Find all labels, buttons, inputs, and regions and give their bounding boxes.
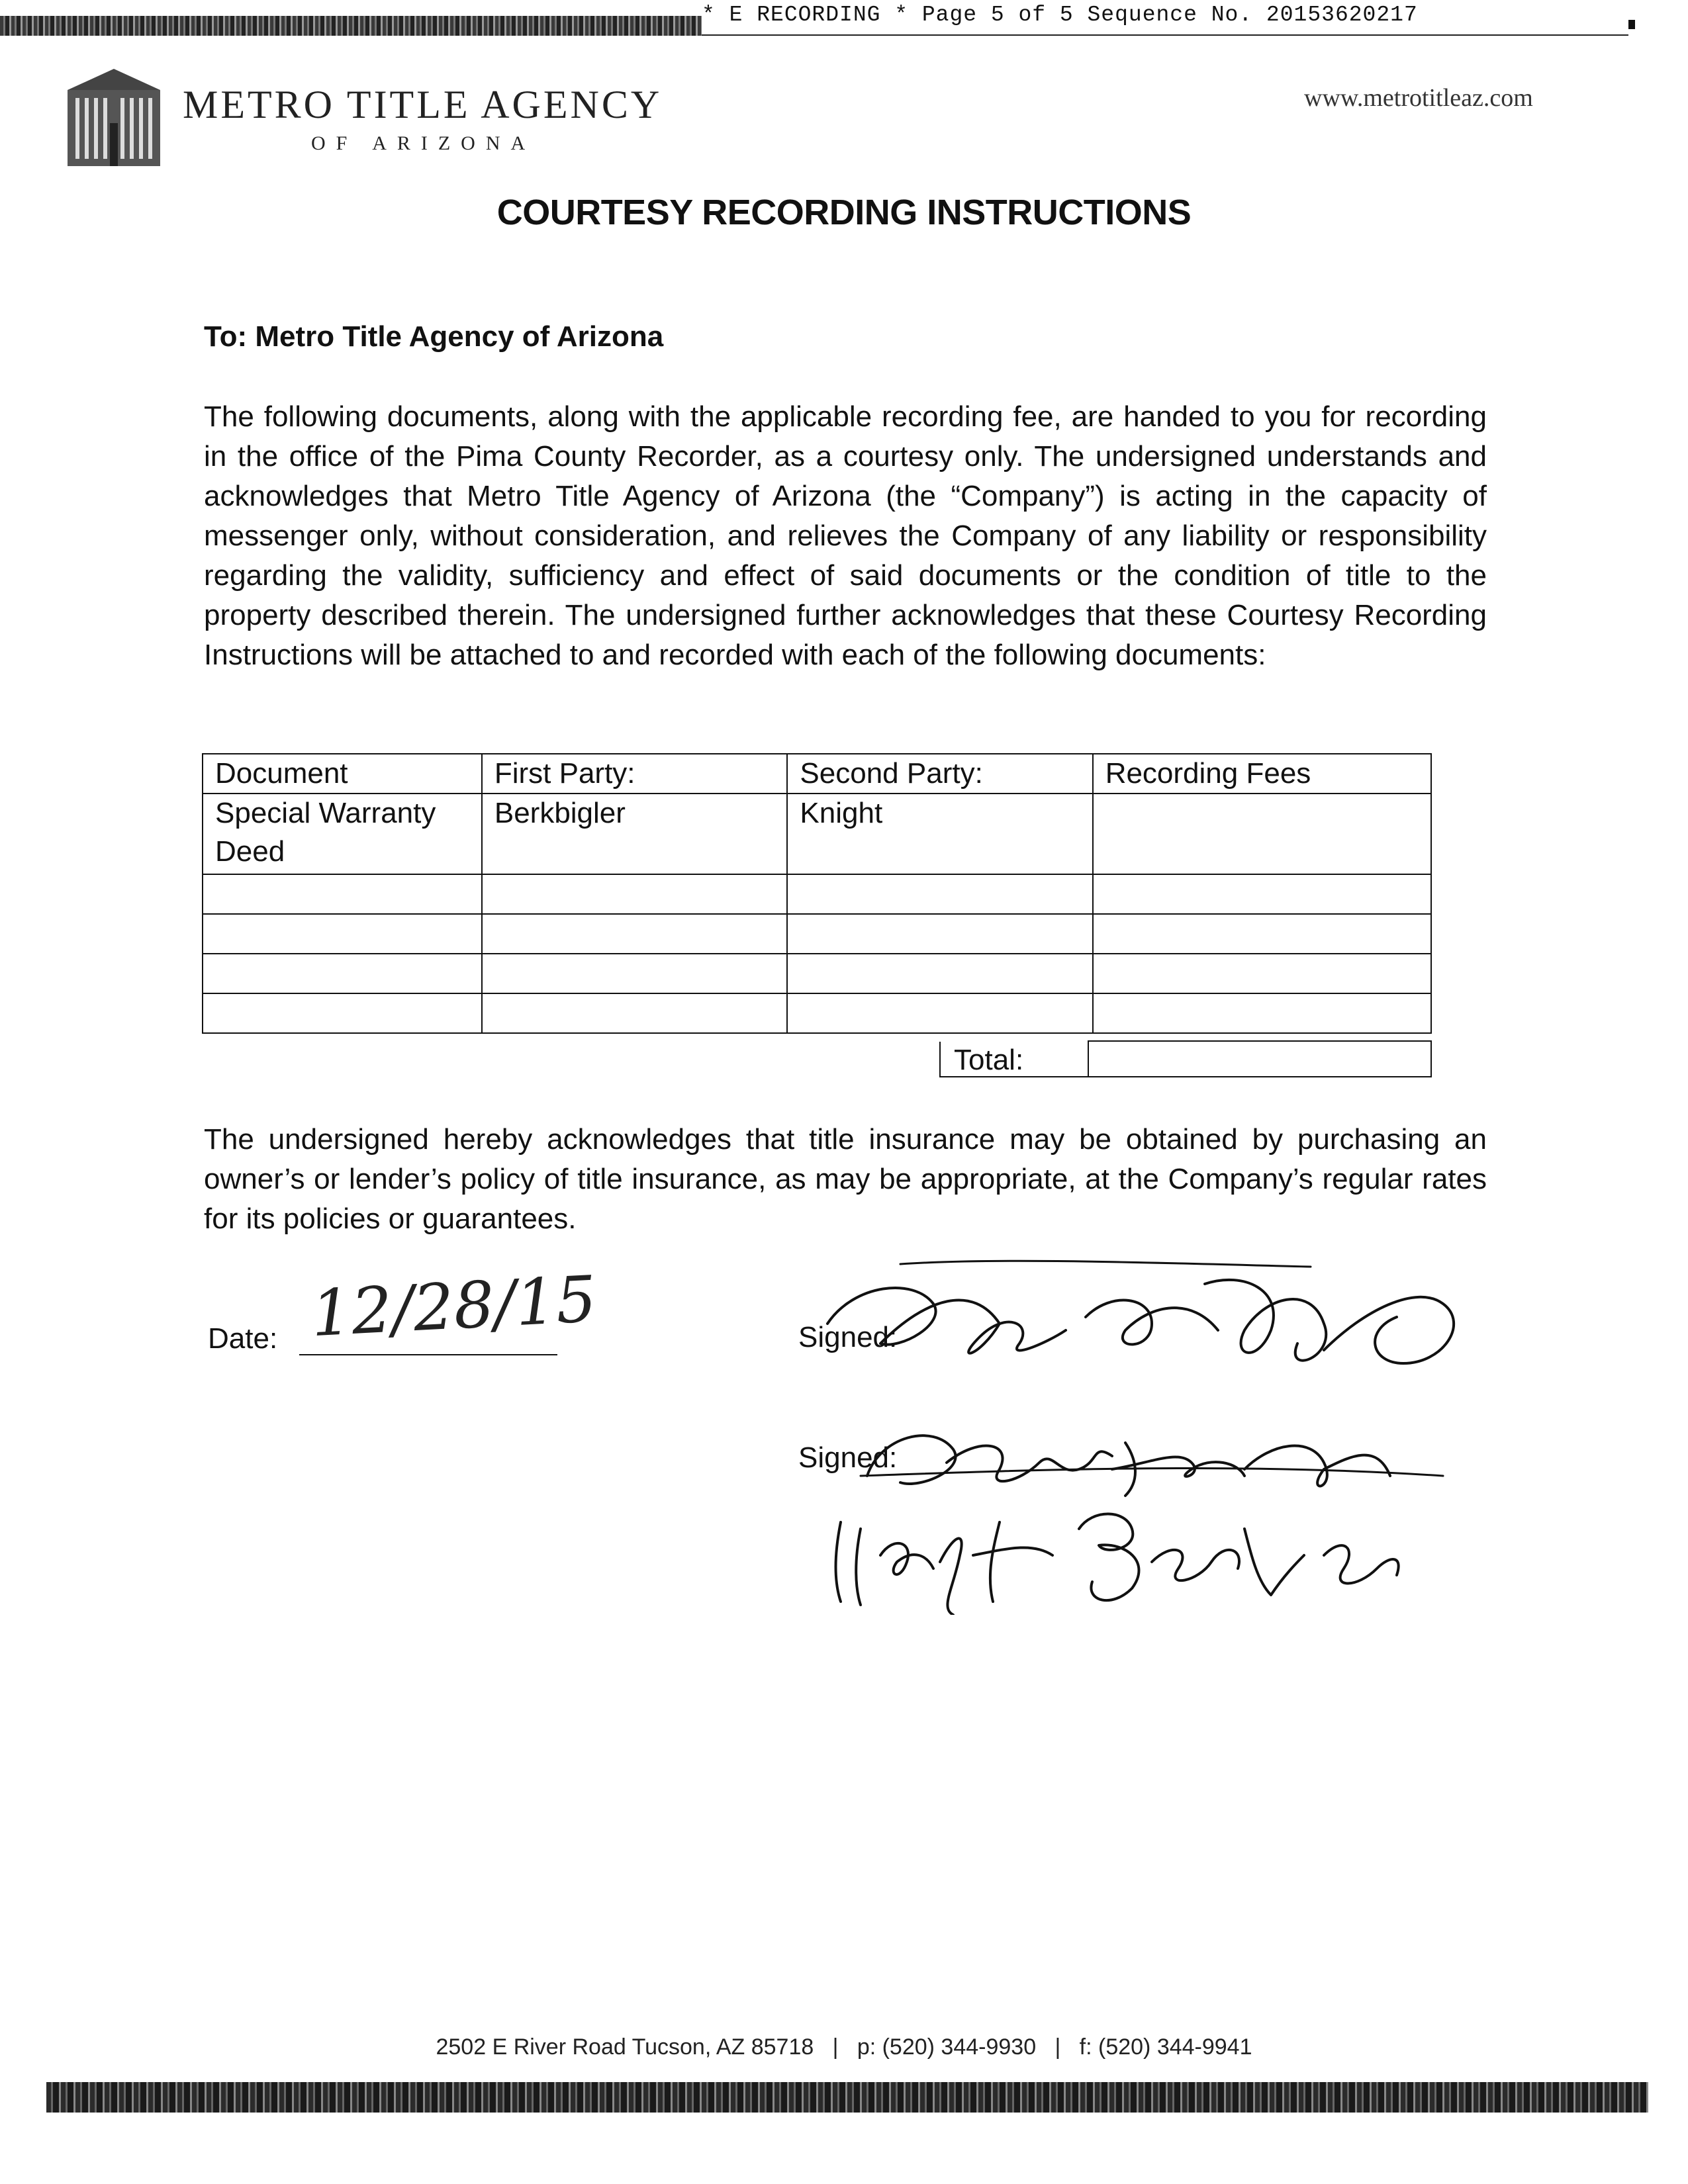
footer-contact — [0, 2034, 1688, 2060]
cell-recording-fees — [1093, 954, 1431, 993]
cell-first-party: Berkbigler — [482, 794, 788, 874]
table-row — [203, 954, 1431, 993]
footer-separator: | — [1055, 2034, 1061, 2060]
cell-second-party — [787, 874, 1092, 914]
cell-recording-fees — [1093, 874, 1431, 914]
cell-document: Special Warranty Deed — [203, 794, 482, 874]
acknowledgement-paragraph: The undersigned hereby acknowledges that title insurance may be obtained by purchasing an owner’s or lender’s policy of title insurance, as may be appropriate, at the Company’s regular rates for its policies or guarantees. — [204, 1123, 1487, 1235]
cell-second-party — [787, 954, 1092, 993]
footer-separator: | — [832, 2034, 839, 2060]
table-row — [203, 874, 1431, 914]
cell-second-party — [787, 993, 1092, 1033]
header-first-party: First Party: — [482, 754, 788, 794]
cell-recording-fees — [1093, 993, 1431, 1033]
website-link: www.metrotitleaz.com — [1304, 84, 1533, 112]
cell-second-party — [787, 914, 1092, 954]
header-recording-fees: Recording Fees — [1093, 754, 1431, 794]
brand-name: METRO TITLE AGENCY — [183, 83, 663, 126]
documents-table — [202, 753, 1432, 1034]
table-header-row — [203, 754, 1431, 794]
cell-document — [203, 874, 482, 914]
cell-first-party — [482, 914, 788, 954]
building-logo-icon — [61, 64, 167, 169]
cell-first-party — [482, 954, 788, 993]
header-second-party: Second Party: — [787, 754, 1092, 794]
table-row — [203, 993, 1431, 1033]
cell-document — [203, 954, 482, 993]
total-label: Total: — [939, 1042, 1088, 1077]
cell-document — [203, 914, 482, 954]
footer-fax: f: (520) 344-9941 — [1079, 2034, 1252, 2060]
recording-header-line: * E RECORDING * Page 5 of 5 Sequence No. 20153620217 — [702, 3, 1418, 27]
cell-first-party — [482, 874, 788, 914]
handwritten-signatures — [781, 1244, 1542, 1615]
header-underline — [702, 34, 1628, 36]
signed-label-2: Signed: — [798, 1441, 898, 1474]
page-title: COURTESY RECORDING INSTRUCTIONS — [496, 193, 1192, 232]
total-value-cell — [1088, 1040, 1432, 1077]
footer-phone: p: (520) 344-9930 — [857, 2034, 1037, 2060]
signed-label-1: Signed: — [798, 1321, 898, 1353]
handwritten-date: 12/28/15 — [309, 1261, 598, 1351]
cell-recording-fees — [1093, 914, 1431, 954]
header-mark — [1628, 20, 1635, 29]
cell-first-party — [482, 993, 788, 1033]
scan-noise-strip-bottom — [46, 2082, 1648, 2113]
intro-paragraph: The following documents, along with the applicable recording fee, are handed to you for recording in the office of the Pima County Recorder, as a courtesy only. The undersigned understands and acknowledges that Metro Title Agency of Arizona (the “Company”) is acting in the capacity of messenger only, without consideration, and relieves the Company of any liability or responsibility regarding the validity, sufficiency and effect of said documents or the condition of title to the property described therein. The undersigned further acknowledges that these Courtesy Recording Instructions will be attached to and recorded with each of the following documents: — [204, 400, 1487, 671]
cell-recording-fees — [1093, 794, 1431, 874]
addressee-line: To: Metro Title Agency of Arizona — [204, 320, 664, 353]
table-row — [203, 794, 1431, 874]
scan-noise-strip-top — [0, 16, 702, 36]
footer-address: 2502 E River Road Tucson, AZ 85718 — [436, 2034, 814, 2060]
cell-second-party: Knight — [787, 794, 1092, 874]
brand-subtitle: OF ARIZONA — [311, 132, 536, 154]
date-label: Date: — [208, 1322, 278, 1355]
table-row — [203, 914, 1431, 954]
date-underline — [299, 1354, 557, 1355]
cell-document — [203, 993, 482, 1033]
header-document: Document — [203, 754, 482, 794]
